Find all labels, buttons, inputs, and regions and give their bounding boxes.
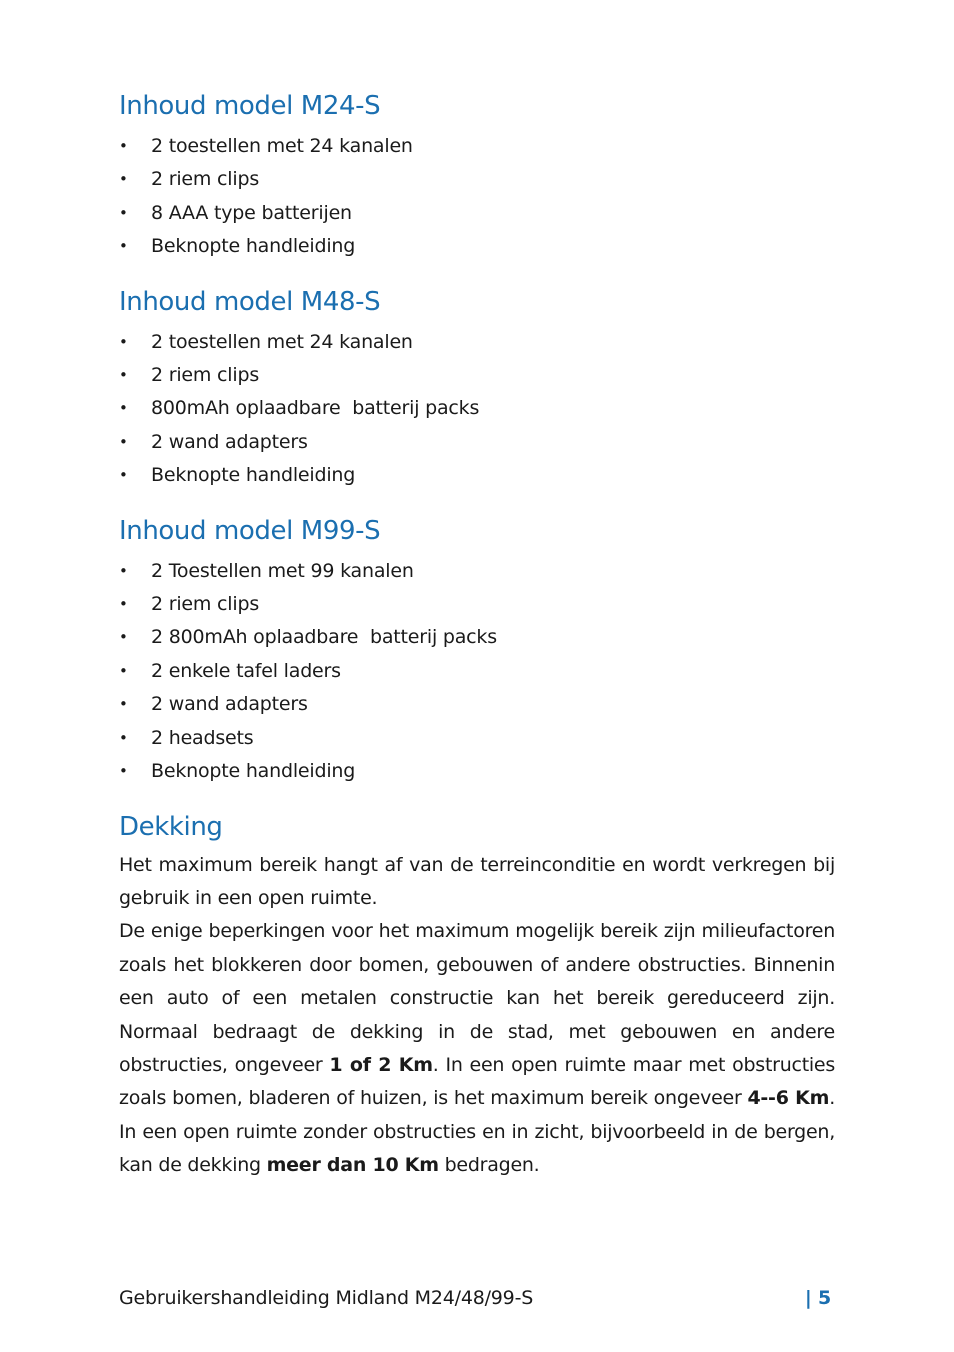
page-footer [119,1283,835,1313]
section-title: Inhoud model M99-S [119,515,381,546]
section-m48s [119,284,835,493]
range-open-clear: meer dan 10 Km [266,1154,439,1177]
bullet-icon: • [119,137,128,155]
list-item: • 800mAh oplaadbare batterij packs [119,392,835,425]
page-number: | 5 [804,1287,831,1309]
section-title: Inhoud model M48-S [119,286,381,317]
contents-list [119,326,835,493]
contents-list [119,130,835,264]
list-item: • 2 riem clips [119,588,835,621]
bullet-icon: • [119,432,128,451]
list-item: • 2 riem clips [119,359,835,392]
bullet-icon: • [119,332,128,351]
dekking-paragraph-2: De enige beperkingen voor het maximum mogelijk bereik zijn milieufactoren zoals het blokkeren door bomen, gebouwen of andere obstructies. Binnenin een auto of een metalen constructie kan het bereik gereduceerd zijn. Normaal bedraagt de dekking in de stad, met gebouwen en andere obstructies, ongeveer 1 of 2 Km. In een open ruimte maar met obstructies zoals bomen, bladeren of huizen, is het maximum bereik ongeveer 4--6 Km. In een open ruimte zonder obstructies en in zicht, bijvoorbeeld in de bergen, kan de dekking meer dan 10 Km bedragen. [119,920,836,1177]
section-m24s [119,88,835,264]
bullet-icon: • [119,695,128,714]
bullet-icon: • [119,203,128,222]
list-item: • 2 toestellen met 24 kanalen [119,130,835,163]
list-item: • 2 Toestellen met 99 kanalen [119,555,835,588]
bullet-icon: • [119,366,128,385]
contents-list [119,555,835,789]
bullet-icon: • [119,595,128,614]
list-item: • 2 toestellen met 24 kanalen [119,326,835,359]
section-dekking [119,809,835,1183]
list-item: • 8 AAA type batterijen [119,197,835,230]
list-item: • 2 wand adapters [119,426,835,459]
range-city: 1 of 2 Km [329,1053,433,1076]
bullet-icon: • [119,561,128,580]
dekking-paragraph-1: Het maximum bereik hangt af van de terreinconditie en wordt verkregen bij gebruik in een open ruimte. [119,853,835,909]
bullet-icon: • [119,728,128,747]
footer-title: Gebruikershandleiding Midland M24/48/99-S [119,1287,534,1309]
section-m99s [119,513,835,789]
bullet-icon: • [119,237,128,256]
page-content [119,88,835,1203]
bullet-icon: • [119,628,128,647]
list-item: • 2 800mAh oplaadbare batterij packs [119,621,835,654]
list-item: • Beknopte handleiding [119,230,835,263]
list-item: • 2 enkele tafel laders [119,655,835,688]
list-item: • 2 wand adapters [119,688,835,721]
list-item: • Beknopte handleiding [119,755,835,788]
list-item: • 2 headsets [119,722,835,755]
bullet-icon: • [119,170,128,189]
list-item: • 2 riem clips [119,163,835,196]
section-title: Inhoud model M24-S [119,91,381,121]
bullet-icon: • [119,466,128,485]
list-item: • Beknopte handleiding [119,459,835,492]
bullet-icon: • [119,762,128,781]
section-title: Dekking [119,811,223,842]
bullet-icon: • [119,661,128,680]
bullet-icon: • [119,399,128,418]
range-open-obstructed: 4--6 Km [747,1087,830,1110]
